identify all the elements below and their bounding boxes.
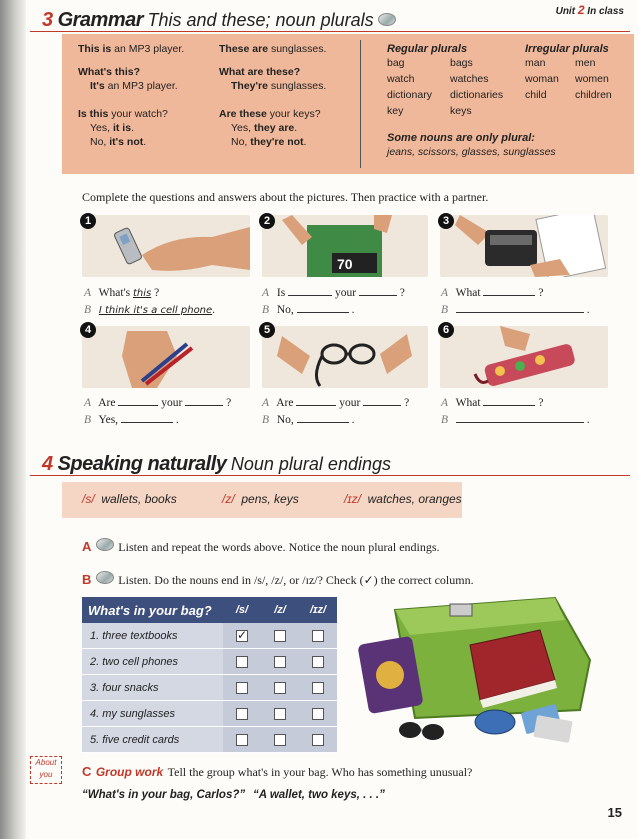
- heading-rule: [30, 31, 630, 32]
- picture-notebook: [262, 215, 428, 277]
- check-box[interactable]: [312, 656, 324, 668]
- check-box[interactable]: [236, 656, 248, 668]
- answer-blank[interactable]: [456, 302, 584, 313]
- bag-table-wrap: [82, 597, 337, 753]
- column-divider: [360, 40, 361, 168]
- quote-question: “What's in your bag, Carlos?”: [82, 789, 246, 801]
- answer-blank[interactable]: [118, 395, 158, 406]
- group-work-title: Group work: [95, 765, 164, 779]
- col-s: /s/: [223, 597, 261, 623]
- picture-cell-phone: [82, 215, 250, 277]
- svg-text:70: 70: [337, 256, 353, 272]
- section-subtitle: This and these; noun plurals: [147, 10, 374, 30]
- bag-illustration: [355, 590, 610, 750]
- sound-s: /s/ wallets, books: [82, 492, 177, 506]
- irregular-plurals: Irregular plurals man men woman women child children: [525, 43, 612, 101]
- item-number-6: 6: [438, 322, 454, 338]
- section-number: 4: [42, 453, 54, 475]
- grammar-box: [62, 34, 634, 174]
- grammar-left-column: This is an MP3 player. What's this? It's an MP3 player. Is this your watch? Yes, it is. No, it's not.: [78, 43, 185, 148]
- answer-blank[interactable]: [483, 285, 535, 296]
- table-row: 5. five credit cards: [82, 727, 337, 753]
- check-box[interactable]: [274, 656, 286, 668]
- table-row: 1. three textbooks ✓: [82, 623, 337, 649]
- page-number: 15: [607, 805, 622, 820]
- task-letter: A: [82, 539, 92, 554]
- audio-cd-icon[interactable]: [96, 538, 114, 551]
- check-box[interactable]: [274, 734, 286, 746]
- task-b: [82, 571, 474, 589]
- item-number-5: 5: [259, 322, 275, 338]
- table-row: 3. four snacks: [82, 675, 337, 701]
- answer-blank[interactable]: [297, 412, 349, 423]
- regular-plurals: Regular plurals bag bags watch watches dictionary dictionaries key keys: [387, 43, 504, 117]
- task-c: [82, 763, 472, 781]
- check-box[interactable]: [274, 708, 286, 720]
- task-a: [82, 538, 440, 556]
- speaking-heading: [42, 453, 391, 476]
- section-subtitle: Noun plural endings: [230, 454, 391, 474]
- audio-cd-icon[interactable]: [378, 13, 396, 26]
- sound-iz: /ɪz/ watches, oranges: [344, 492, 462, 506]
- plural-only-note: Some nouns are only plural: jeans, scissors, glasses, sunglasses: [387, 132, 556, 158]
- picture-candy: [440, 326, 608, 388]
- task-letter: C: [82, 764, 92, 779]
- picture-glasses: [262, 326, 428, 388]
- col-z: /z/: [261, 597, 299, 623]
- heading-rule: [30, 475, 630, 476]
- item-number-1: 1: [80, 213, 96, 229]
- check-box[interactable]: [312, 630, 324, 642]
- grammar-heading: [42, 9, 396, 32]
- answer-blank[interactable]: [297, 302, 349, 313]
- item-number-4: 4: [80, 322, 96, 338]
- answer-blank[interactable]: [483, 395, 535, 406]
- about-you-badge: About you: [30, 756, 62, 784]
- picture-pens: [82, 326, 250, 388]
- item-number-3: 3: [438, 213, 454, 229]
- qa-item-3: A What ? B .: [441, 287, 590, 316]
- answer-blank[interactable]: [296, 395, 336, 406]
- answer-blank[interactable]: [185, 395, 223, 406]
- col-iz: /ɪz/: [299, 597, 337, 623]
- check-box[interactable]: [312, 708, 324, 720]
- check-box[interactable]: [236, 734, 248, 746]
- section-title: Grammar: [57, 9, 144, 31]
- table-row: 2. two cell phones: [82, 649, 337, 675]
- sound-z: /z/ pens, keys: [222, 492, 299, 506]
- quote-answer: “A wallet, two keys, . . .”: [253, 789, 385, 801]
- unit-title: In class: [587, 6, 624, 17]
- check-box[interactable]: [274, 630, 286, 642]
- qa-item-2: A Is your ? B No, .: [262, 287, 405, 316]
- book-gutter-shadow: [0, 0, 26, 839]
- section-number: 3: [42, 9, 54, 31]
- check-box[interactable]: [274, 682, 286, 694]
- check-box[interactable]: [236, 708, 248, 720]
- check-box[interactable]: ✓: [237, 627, 248, 642]
- task-c-text: Tell the group what's in your bag. Who has something unusual?: [167, 765, 473, 779]
- qa-item-5: A Are your ? B No, .: [262, 397, 410, 426]
- task-a-text: Listen and repeat the words above. Notice the noun plural endings.: [118, 540, 440, 554]
- answer-blank[interactable]: [456, 412, 584, 423]
- exercise-instruction: Complete the questions and answers about the pictures. Then practice with a partner.: [82, 190, 489, 204]
- qa-item-1: A What's this ? B I think it's a cell phone.: [84, 287, 216, 316]
- unit-tag: [556, 3, 624, 17]
- qa-item-6: A What ? B .: [441, 397, 590, 426]
- table-row: 4. my sunglasses: [82, 701, 337, 727]
- check-box[interactable]: [312, 734, 324, 746]
- section-title: Speaking naturally: [57, 453, 227, 475]
- answer-blank[interactable]: [363, 395, 401, 406]
- grammar-middle-column: These are sunglasses. What are these? They're sunglasses. Are these your keys? Yes, they are. No, they're not.: [219, 43, 327, 148]
- check-box[interactable]: [236, 682, 248, 694]
- sound-box: [62, 482, 462, 518]
- task-b-text: Listen. Do the nouns end in /s/, /z/, or /ɪz/? Check (✓) the correct column.: [118, 573, 474, 587]
- picture-dictionary: [440, 215, 608, 277]
- item-number-2: 2: [259, 213, 275, 229]
- answer-blank[interactable]: [121, 412, 173, 423]
- unit-prefix: Unit: [555, 6, 576, 17]
- answer-blank[interactable]: [359, 285, 397, 296]
- qa-item-4: A Are your ? B Yes, .: [84, 397, 232, 426]
- task-letter: B: [82, 572, 92, 587]
- answer-blank[interactable]: [288, 285, 332, 296]
- unit-number: 2: [577, 3, 585, 17]
- check-box[interactable]: [312, 682, 324, 694]
- bag-table: [82, 597, 337, 753]
- audio-cd-icon[interactable]: [96, 571, 114, 584]
- table-header: What's in your bag?: [82, 597, 223, 623]
